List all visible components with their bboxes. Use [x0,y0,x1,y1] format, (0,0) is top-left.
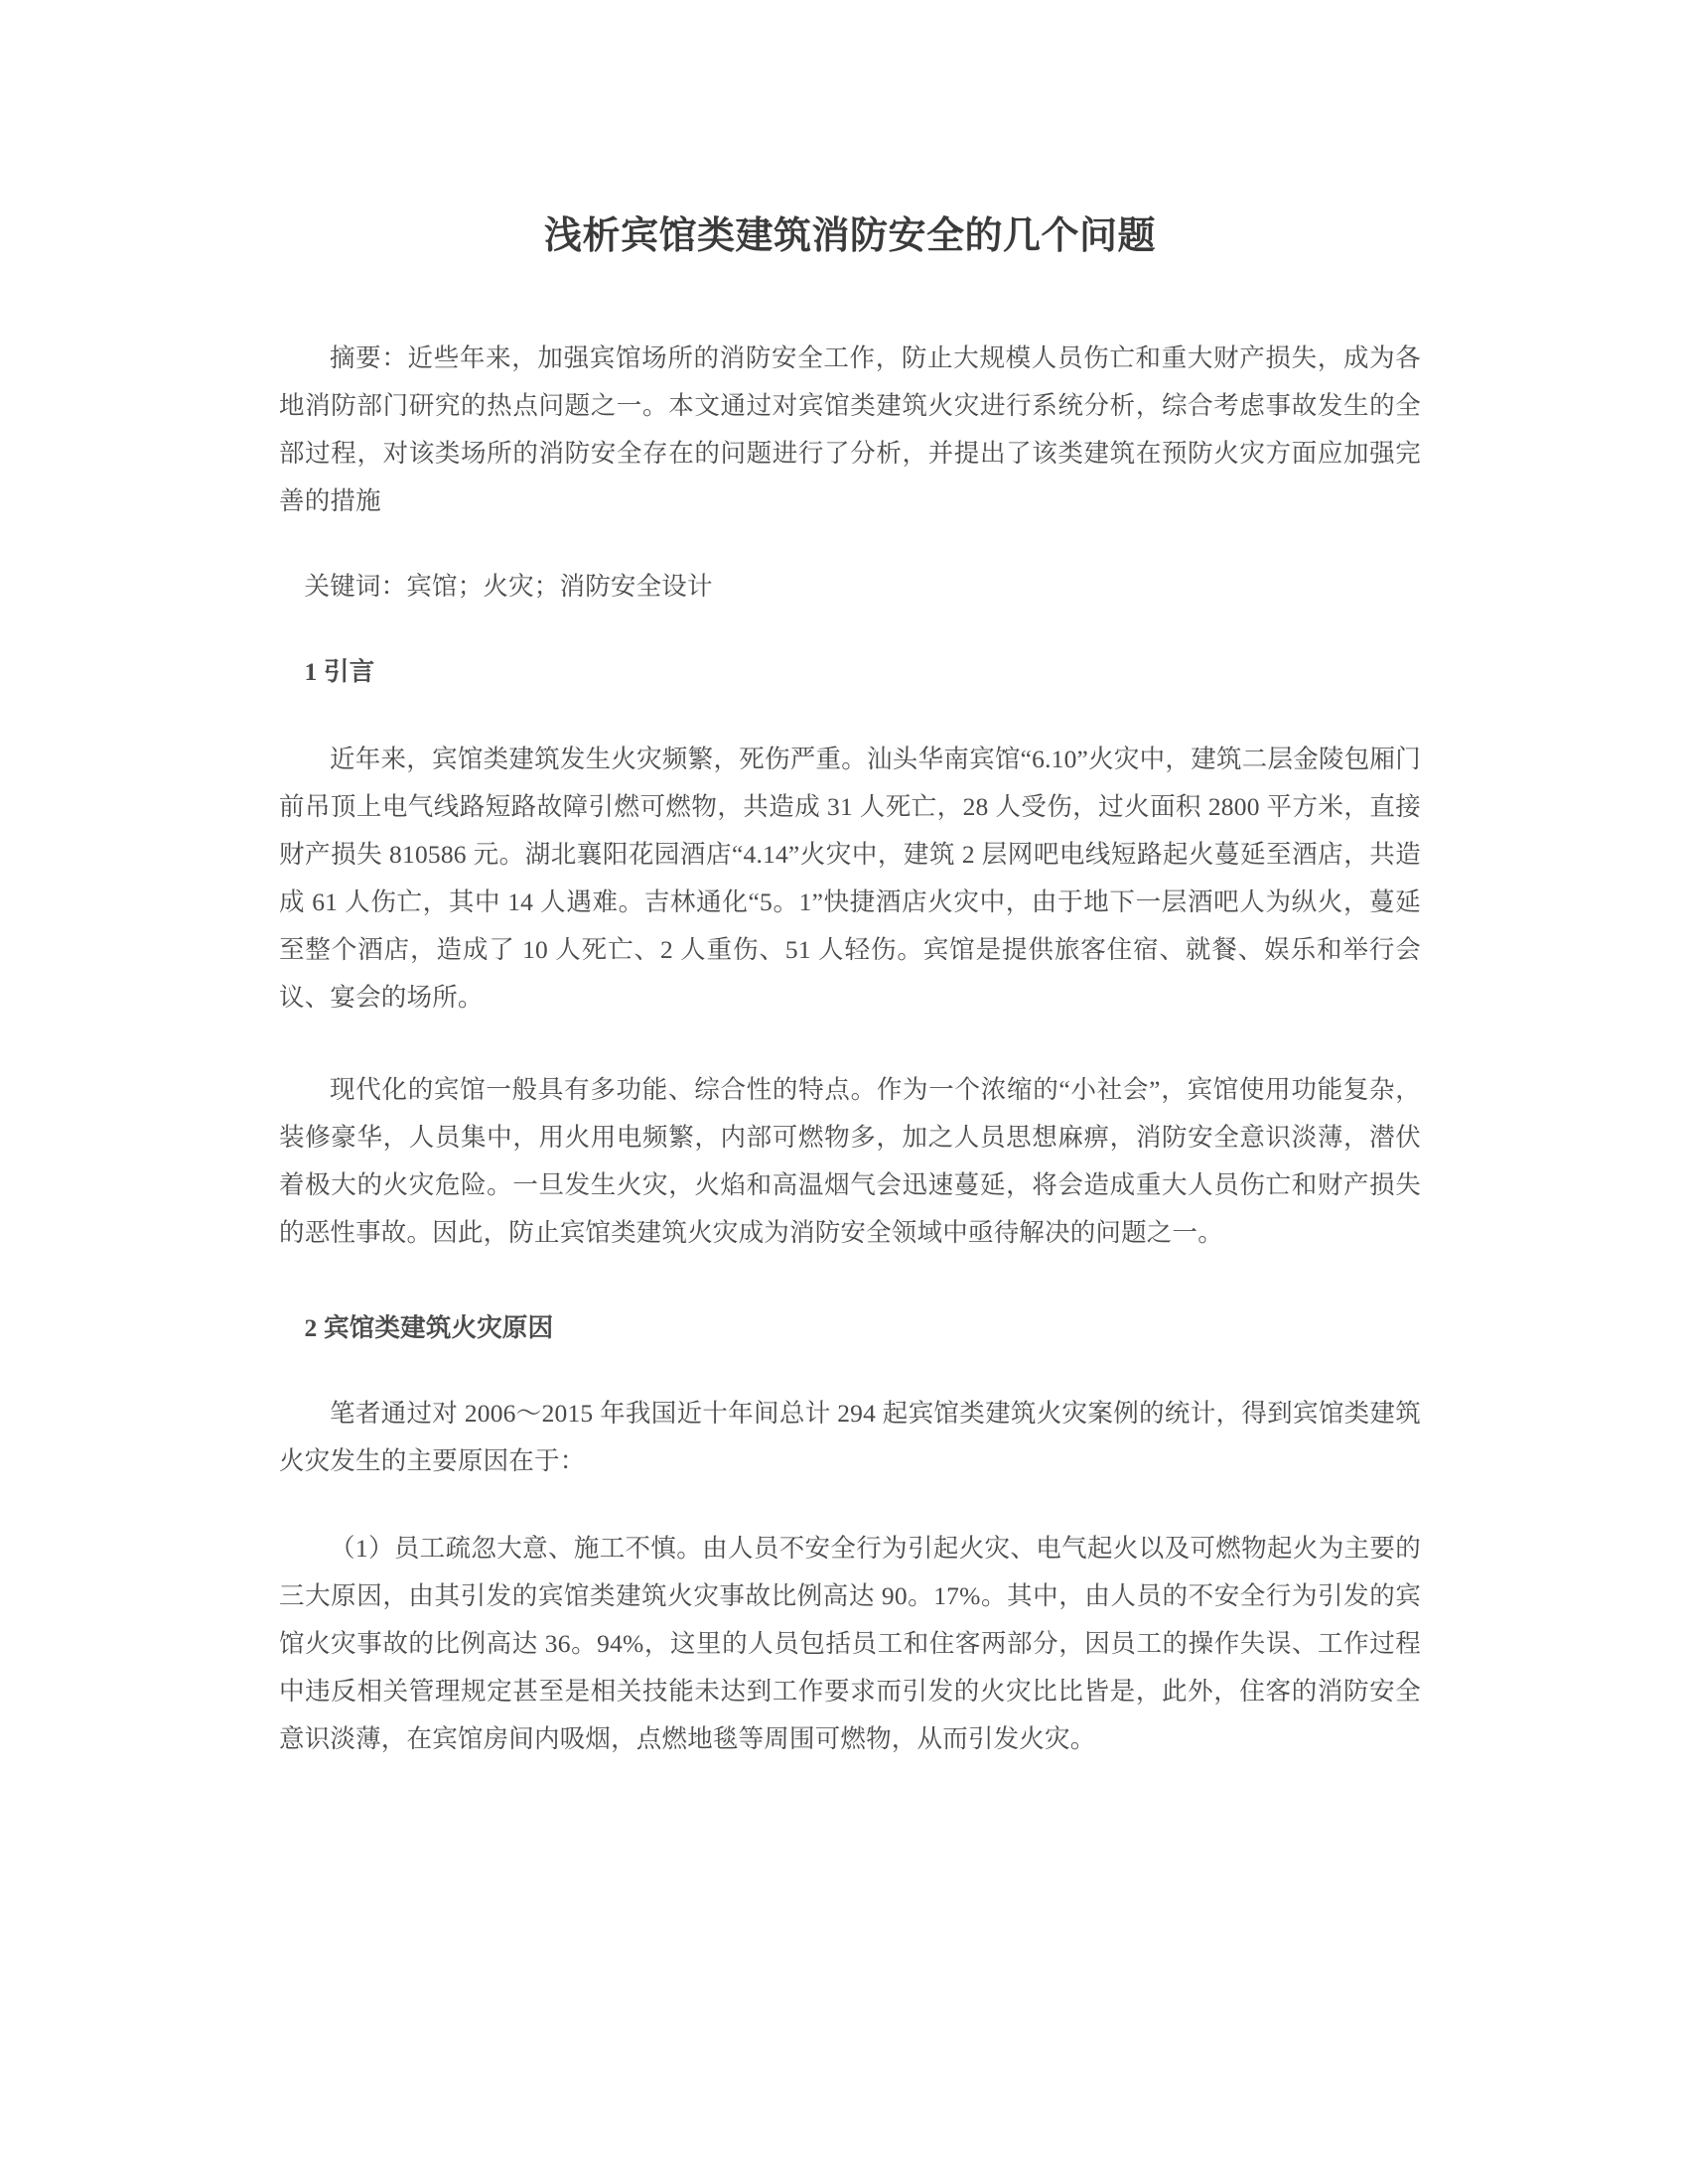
page-content-column [279,0,1421,1763]
section-1-paragraph-2: 现代化的宾馆一般具有多功能、综合性的特点。作为一个浓缩的“小社会”，宾馆使用功能复杂，装修豪华，人员集中，用火用电频繁，内部可燃物多，加之人员思想麻痹，消防安全意识淡薄，潜伏着极大的火灾危险。一旦发生火灾，火焰和高温烟气会迅速蔓延，将会造成重大人员伤亡和财产损失的恶性事故。因此，防止宾馆类建筑火灾成为消防安全领域中亟待解决的问题之一。 [279,1075,1421,1248]
section-heading-2: 2 宾馆类建筑火灾原因 [304,1313,554,1343]
keywords-paragraph: 关键词：宾馆；火灾；消防安全设计 [304,572,713,602]
section-2-paragraph-1: 笔者通过对 2006～2015 年我国近十年间总计 294 起宾馆类建筑火灾案例的统计，得到宾馆类建筑火灾发生的主要原因在于： [279,1399,1421,1476]
section-heading-1: 1 引言 [304,657,375,687]
section-1-paragraph-1: 近年来，宾馆类建筑发生火灾频繁，死伤严重。汕头华南宾馆“6.10”火灾中，建筑二层金陵包厢门前吊顶上电气线路短路故障引燃可燃物，共造成 31 人死亡，28 人受伤，过火面积 2800 平方米，直接财产损失 810586 元。湖北襄阳花园酒店“4.14”火灾中，建筑 2 层网吧电线短路起火蔓延至酒店，共造成 61 人伤亡，其中 14 人遇难。吉林通化“5。1”快捷酒店火灾中，由于地下一层酒吧人为纵火，蔓延至整个酒店，造成了 10 人死亡、2 人重伤、51 人轻伤。宾馆是提供旅客住宿、就餐、娱乐和举行会议、宴会的场所。 [279,745,1421,1013]
section-2-paragraph-2: （1）员工疏忽大意、施工不慎。由人员不安全行为引起火灾、电气起火以及可燃物起火为主要的三大原因，由其引发的宾馆类建筑火灾事故比例高达 90。17%。其中，由人员的不安全行为引发的宾馆火灾事故的比例高达 36。94%，这里的人员包括员工和住客两部分，因员工的操作失误、工作过程中违反相关管理规定甚至是相关技能未达到工作要求而引发的火灾比比皆是，此外，住客的消防安全意识淡薄，在宾馆房间内吸烟，点燃地毯等周围可燃物，从而引发火灾。 [279,1534,1421,1754]
page-title: 浅析宾馆类建筑消防安全的几个问题 [543,215,1156,257]
abstract-paragraph: 摘要：近些年来，加强宾馆场所的消防安全工作，防止大规模人员伤亡和重大财产损失，成为各地消防部门研究的热点问题之一。本文通过对宾馆类建筑火灾进行系统分析，综合考虑事故发生的全部过程，对该类场所的消防安全存在的问题进行了分析，并提出了该类建筑在预防火灾方面应加强完善的措施 [279,343,1421,516]
